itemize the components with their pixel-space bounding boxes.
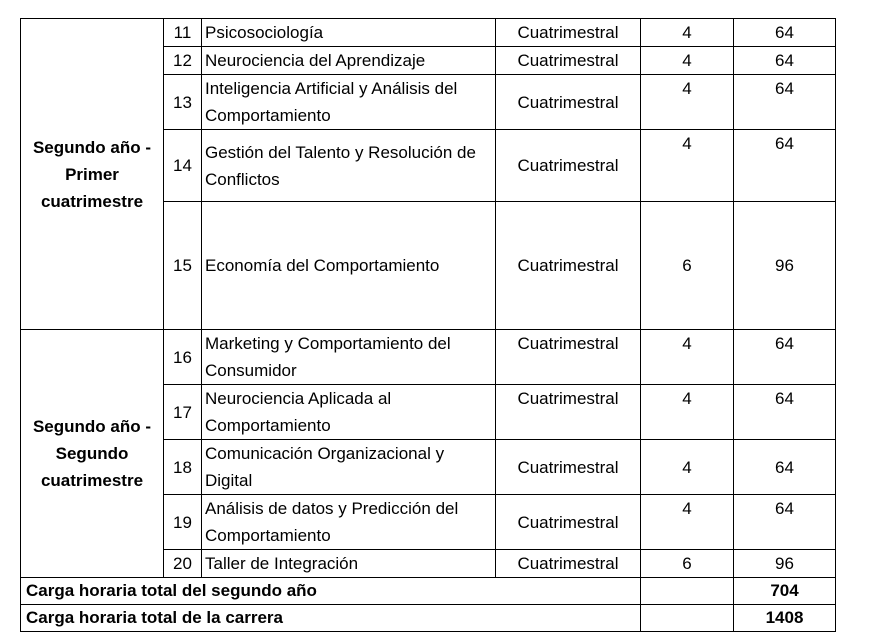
subject-name-line: Conflictos <box>205 169 280 189</box>
subject-name-line: Gestión del Talento y Resolución de <box>205 142 476 162</box>
subject-name-line: Análisis de datos y Predicción del <box>205 499 459 518</box>
subject-name: Psicosociología <box>202 19 496 47</box>
subject-type: Cuatrimestral <box>496 47 641 75</box>
subject-name-line: Comportamiento <box>205 106 331 125</box>
subject-number: 13 <box>164 75 202 130</box>
period-label-line: cuatrimestre <box>40 471 144 490</box>
total-load: 64 <box>734 19 836 47</box>
subject-name: Neurociencia del Aprendizaje <box>202 47 496 75</box>
total-load: 64 <box>734 495 836 550</box>
total-load: 64 <box>734 330 836 385</box>
weekly-hours: 4 <box>641 440 734 495</box>
subject-type: Cuatrimestral <box>496 385 641 440</box>
period-label-line: cuatrimestre <box>40 191 144 211</box>
subject-type: Cuatrimestral <box>496 75 641 130</box>
weekly-hours: 6 <box>641 202 734 330</box>
weekly-hours: 4 <box>641 495 734 550</box>
subject-number: 12 <box>164 47 202 75</box>
weekly-hours: 6 <box>641 550 734 578</box>
total-load: 64 <box>734 440 836 495</box>
total-load: 96 <box>734 550 836 578</box>
subject-number: 16 <box>164 330 202 385</box>
subject-name-line: Inteligencia Artificial y Análisis del <box>205 79 458 98</box>
empty-cell <box>641 605 734 632</box>
subject-number: 18 <box>164 440 202 495</box>
total-value: 1408 <box>734 605 836 632</box>
weekly-hours: 4 <box>641 130 734 202</box>
subject-name <box>202 130 496 202</box>
weekly-hours: 4 <box>641 385 734 440</box>
subject-name <box>202 385 496 440</box>
total-row <box>21 578 836 605</box>
subject-name: Comunicación Organizacional y Digital <box>202 440 496 495</box>
period-label-line: Segundo <box>55 444 129 463</box>
subject-name: Economía del Comportamiento <box>202 202 496 330</box>
total-value: 704 <box>734 578 836 605</box>
study-plan-table <box>20 18 836 632</box>
subject-name-line: Marketing y Comportamiento del <box>205 334 451 353</box>
total-label: Carga horaria total de la carrera <box>21 605 641 632</box>
weekly-hours: 4 <box>641 19 734 47</box>
weekly-hours: 4 <box>641 75 734 130</box>
subject-name <box>202 330 496 385</box>
total-load: 64 <box>734 385 836 440</box>
weekly-hours: 4 <box>641 47 734 75</box>
weekly-hours: 4 <box>641 330 734 385</box>
subject-number: 15 <box>164 202 202 330</box>
total-load: 64 <box>734 130 836 202</box>
subject-name-line: Consumidor <box>205 361 297 380</box>
subject-name <box>202 75 496 130</box>
total-row <box>21 605 836 632</box>
subject-name <box>202 495 496 550</box>
table-row <box>21 330 836 385</box>
empty-cell <box>641 578 734 605</box>
total-load: 64 <box>734 47 836 75</box>
subject-type: Cuatrimestral <box>496 19 641 47</box>
period-label-line: Segundo año - <box>32 417 152 436</box>
subject-type: Cuatrimestral <box>496 440 641 495</box>
subject-number: 17 <box>164 385 202 440</box>
subject-type: Cuatrimestral <box>496 550 641 578</box>
subject-type: Cuatrimestral <box>496 330 641 385</box>
total-load: 96 <box>734 202 836 330</box>
total-load: 64 <box>734 75 836 130</box>
subject-name-line: Comportamiento <box>205 416 331 435</box>
subject-type: Cuatrimestral <box>496 130 641 202</box>
subject-type: Cuatrimestral <box>496 202 641 330</box>
period-cell <box>21 19 164 330</box>
subject-number: 14 <box>164 130 202 202</box>
table-row <box>21 19 836 47</box>
subject-name-line: Comportamiento <box>205 526 331 545</box>
total-label: Carga horaria total del segundo año <box>21 578 641 605</box>
subject-number: 19 <box>164 495 202 550</box>
subject-number: 20 <box>164 550 202 578</box>
subject-type: Cuatrimestral <box>496 495 641 550</box>
period-label-line: Primer <box>65 164 119 184</box>
period-label-line: Segundo año - <box>32 137 152 157</box>
period-cell <box>21 330 164 578</box>
subject-number: 11 <box>164 19 202 47</box>
subject-name: Taller de Integración <box>202 550 496 578</box>
subject-name-line: Neurociencia Aplicada al <box>205 389 392 408</box>
